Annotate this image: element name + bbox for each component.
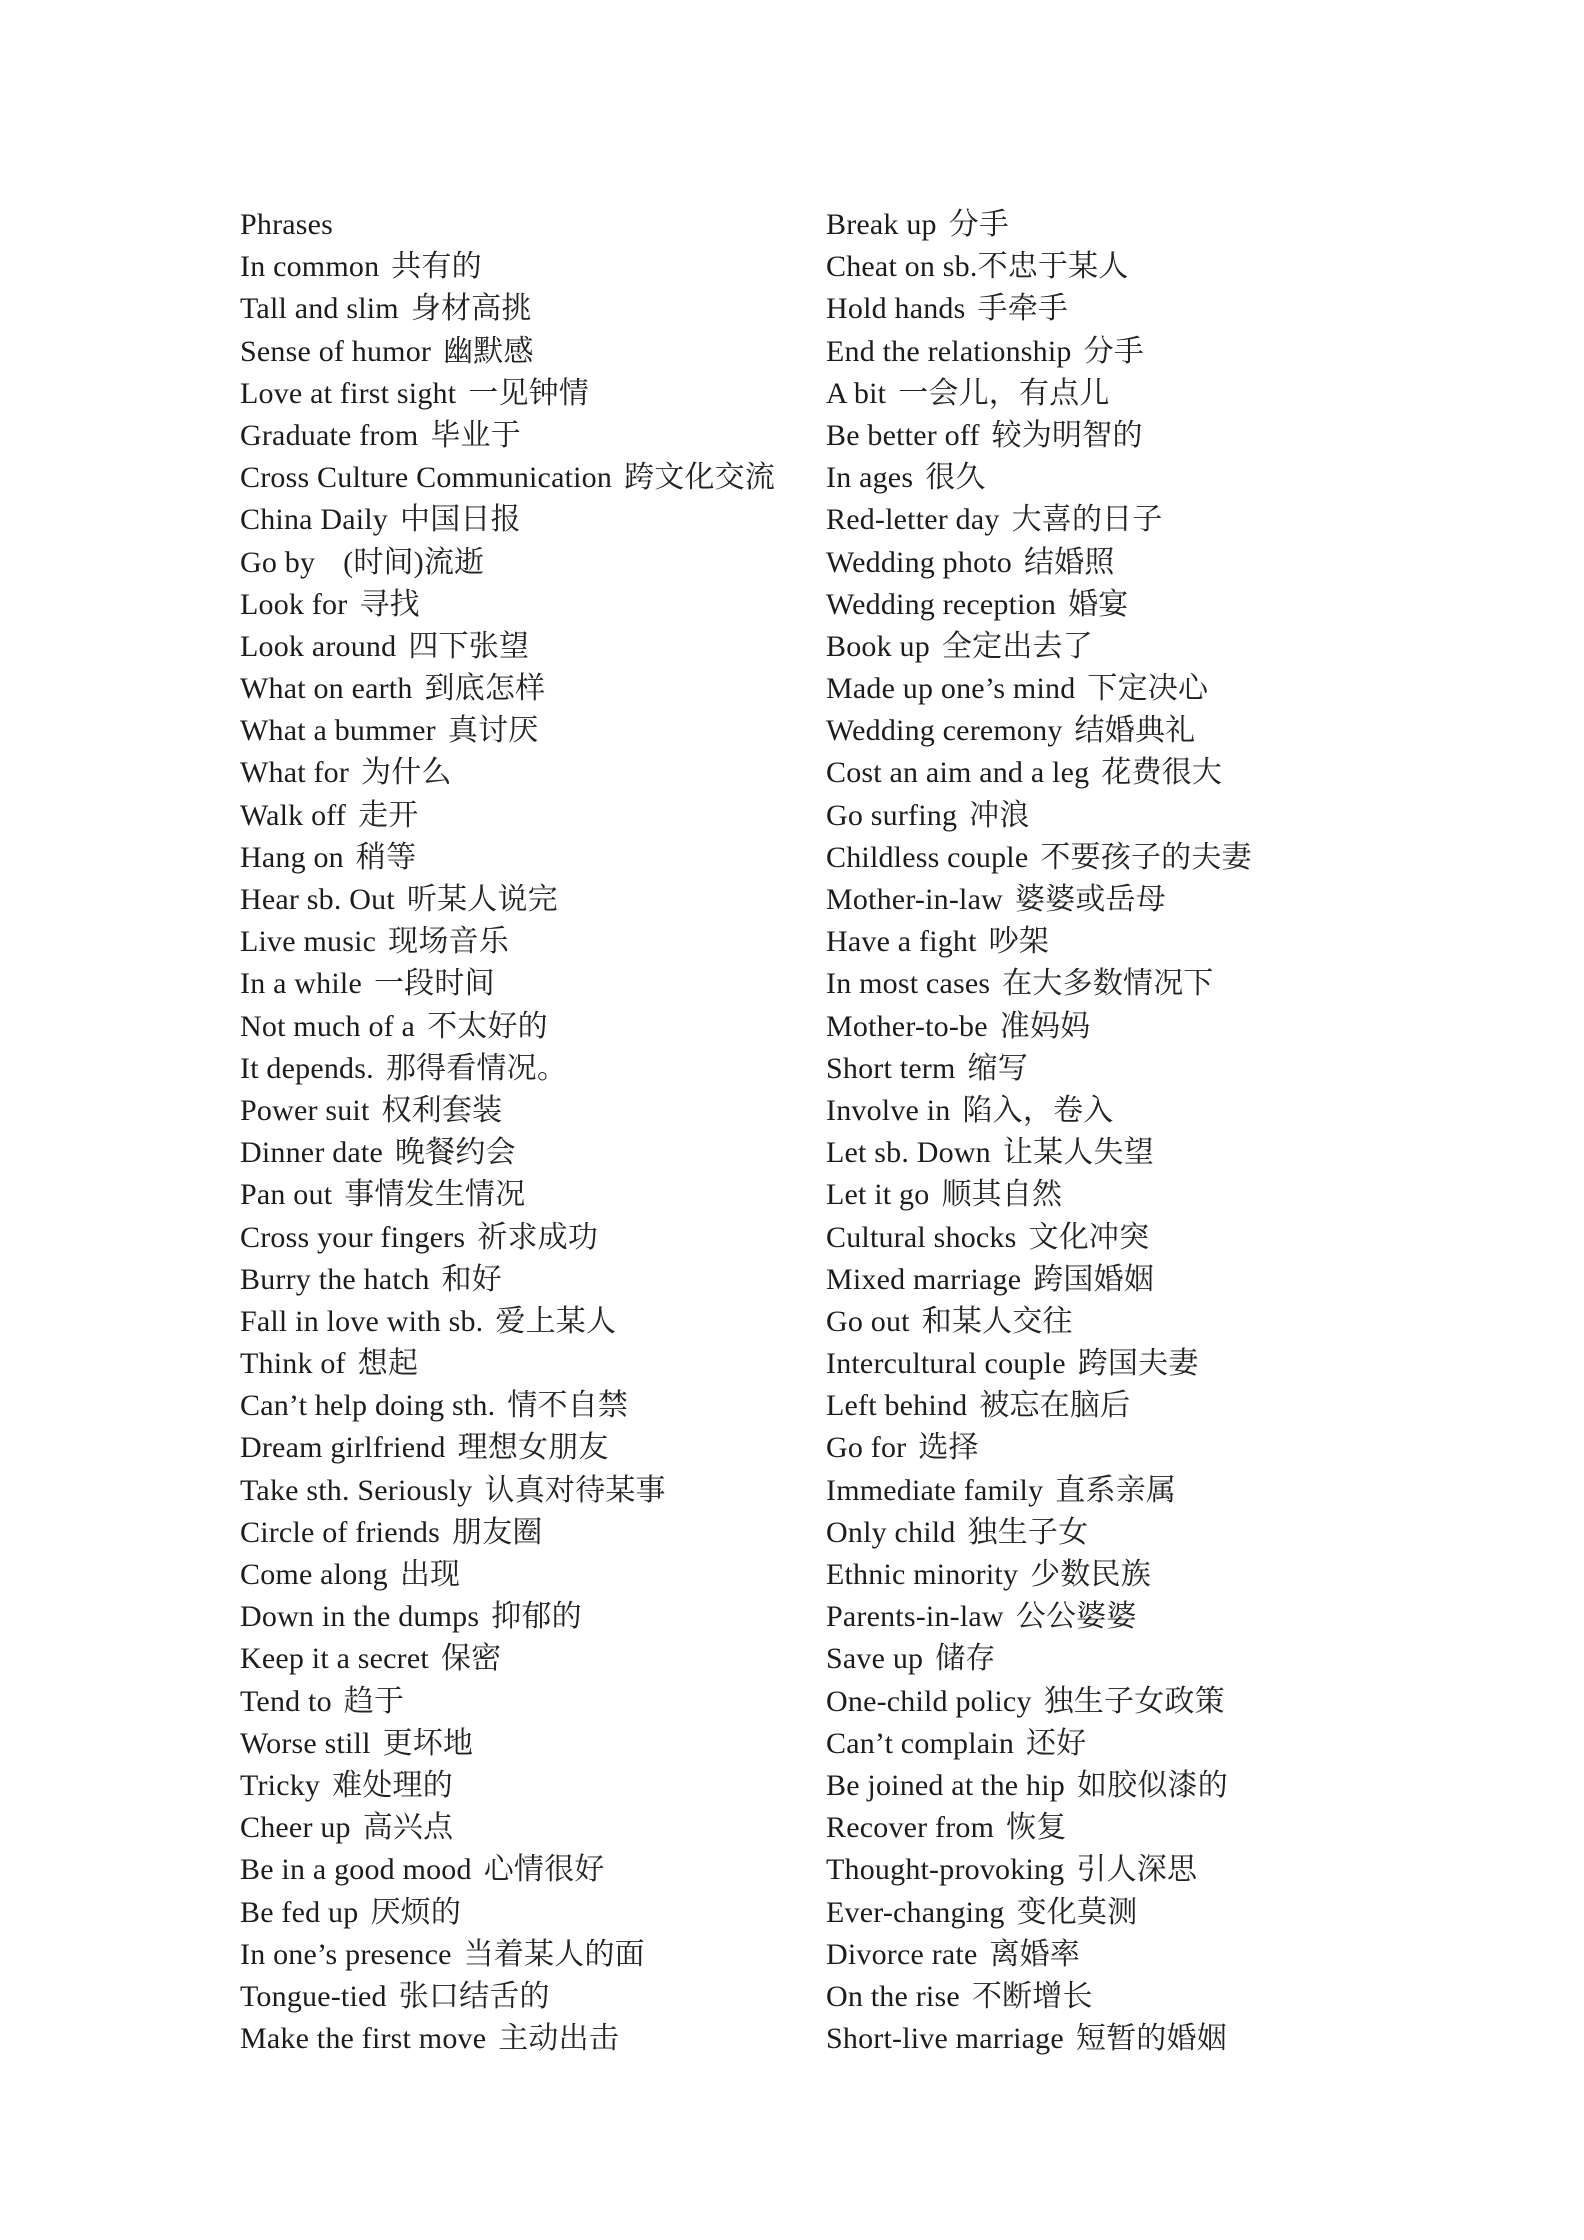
phrase-row bbox=[240, 331, 775, 373]
phrase-row bbox=[240, 795, 775, 837]
phrase-row bbox=[240, 921, 775, 963]
phrase-english: Be joined at the hip bbox=[826, 1768, 1065, 1802]
phrase-english: Hear sb. Out bbox=[240, 883, 395, 916]
phrase-english: Tall and slim bbox=[240, 292, 399, 326]
phrase-chinese: 不断增长 bbox=[971, 1979, 1093, 2013]
phrase-english: Mother-in-law bbox=[826, 883, 1003, 916]
phrase-row bbox=[240, 963, 775, 1005]
phrase-row bbox=[826, 1090, 1252, 1132]
phrase-english: Go surfing bbox=[826, 798, 958, 832]
phrase-row bbox=[240, 499, 775, 541]
phrase-chinese: 陷入，卷入 bbox=[962, 1093, 1114, 1127]
phrase-row bbox=[826, 1427, 1252, 1469]
phrase-english: Cheat on sb. bbox=[826, 250, 978, 284]
phrase-english: Keep it a secret bbox=[240, 1642, 429, 1676]
phrase-row bbox=[826, 1385, 1252, 1427]
phrase-chinese: 结婚照 bbox=[1024, 545, 1115, 579]
phrase-chinese: 全定出去了 bbox=[941, 629, 1093, 663]
phrase-chinese: 引人深思 bbox=[1076, 1853, 1198, 1887]
phrase-row bbox=[826, 1259, 1252, 1301]
phrase-row bbox=[826, 963, 1252, 1005]
phrase-row bbox=[240, 246, 775, 288]
phrase-row bbox=[826, 921, 1252, 963]
phrase-row bbox=[826, 1807, 1252, 1849]
phrase-chinese: 结婚典礼 bbox=[1074, 714, 1196, 748]
phrase-english: Ever-changing bbox=[826, 1895, 1005, 1929]
phrase-row bbox=[240, 373, 775, 415]
phrase-chinese: 直系亲属 bbox=[1055, 1473, 1177, 1507]
phrase-chinese: 花费很大 bbox=[1101, 756, 1223, 790]
phrase-english: Worse still bbox=[240, 1726, 371, 1760]
phrase-row bbox=[826, 1174, 1252, 1216]
phrase-row bbox=[826, 879, 1252, 921]
phrase-english: Go by bbox=[240, 545, 316, 579]
phrase-chinese: 分手 bbox=[948, 208, 1010, 241]
phrase-english: Intercultural couple bbox=[826, 1347, 1066, 1381]
phrase-row bbox=[826, 1006, 1252, 1048]
phrase-chinese: 心情很好 bbox=[483, 1853, 605, 1887]
phrase-english: One-child policy bbox=[826, 1684, 1032, 1718]
phrase-row bbox=[826, 626, 1252, 668]
phrase-chinese: 稍等 bbox=[355, 840, 417, 874]
phrase-chinese: 公公婆婆 bbox=[1015, 1600, 1137, 1634]
phrase-row bbox=[240, 668, 775, 710]
phrase-english: Recover from bbox=[826, 1811, 995, 1845]
phrase-chinese: 准妈妈 bbox=[999, 1009, 1091, 1043]
phrase-english: Mixed marriage bbox=[826, 1262, 1022, 1296]
phrase-chinese: 事情发生情况 bbox=[344, 1178, 526, 1212]
phrase-row bbox=[826, 1470, 1252, 1512]
phrase-row bbox=[240, 1132, 775, 1174]
phrase-chinese: 不太好的 bbox=[427, 1009, 548, 1043]
phrase-row bbox=[240, 1807, 775, 1849]
phrase-chinese: 晚餐约会 bbox=[394, 1136, 516, 1170]
phrase-english: Break up bbox=[826, 208, 937, 241]
phrase-row bbox=[826, 542, 1252, 584]
phrase-row bbox=[826, 1554, 1252, 1596]
phrase-row bbox=[826, 1765, 1252, 1807]
phrase-english: It depends. bbox=[240, 1051, 374, 1085]
phrase-row bbox=[826, 795, 1252, 837]
phrase-chinese: 少数民族 bbox=[1030, 1558, 1151, 1591]
phrase-chinese: 一段时间 bbox=[373, 967, 495, 1001]
phrase-chinese: 顺其自然 bbox=[941, 1178, 1063, 1212]
phrase-english: Be in a good mood bbox=[240, 1853, 472, 1887]
phrase-chinese: 当着某人的面 bbox=[463, 1937, 645, 1971]
phrase-row bbox=[826, 2018, 1252, 2060]
phrase-english: Cheer up bbox=[240, 1811, 351, 1845]
phrase-english: Dinner date bbox=[240, 1136, 383, 1170]
phrase-row bbox=[240, 626, 775, 668]
phrase-row bbox=[826, 1132, 1252, 1174]
phrase-chinese: 走开 bbox=[358, 798, 419, 832]
phrase-english: Wedding reception bbox=[826, 587, 1057, 621]
phrase-english: Can’t complain bbox=[826, 1726, 1015, 1760]
phrase-english: Think of bbox=[240, 1347, 346, 1381]
phrase-english: Made up one’s mind bbox=[826, 672, 1076, 706]
phrase-row bbox=[826, 204, 1252, 246]
phrase-row bbox=[240, 752, 775, 794]
phrase-row bbox=[240, 2018, 775, 2060]
phrase-chinese: 真讨厌 bbox=[447, 714, 539, 748]
phrase-chinese: 冲浪 bbox=[969, 798, 1030, 832]
phrase-chinese: 不要孩子的夫妻 bbox=[1040, 840, 1252, 874]
phrase-english: Tend to bbox=[240, 1684, 332, 1718]
phrase-english: In common bbox=[240, 250, 380, 284]
phrase-chinese: 身材高挑 bbox=[410, 292, 532, 326]
phrase-english: Immediate family bbox=[826, 1473, 1044, 1507]
phrase-row bbox=[826, 584, 1252, 626]
phrase-english: Dream girlfriend bbox=[240, 1431, 446, 1465]
phrase-row bbox=[826, 1301, 1252, 1343]
phrase-chinese: 在大多数情况下 bbox=[1002, 967, 1214, 1001]
phrase-row bbox=[240, 1596, 775, 1638]
phrase-english: Involve in bbox=[826, 1093, 951, 1127]
phrase-row bbox=[826, 752, 1252, 794]
phrase-english: Pan out bbox=[240, 1178, 333, 1212]
phrase-chinese: 大喜的日子 bbox=[1011, 503, 1163, 537]
phrase-english: Look around bbox=[240, 629, 397, 663]
phrase-row bbox=[826, 1934, 1252, 1976]
phrase-row bbox=[826, 1976, 1252, 2018]
phrase-chinese: 理想女朋友 bbox=[457, 1431, 609, 1465]
phrase-chinese: 共有的 bbox=[391, 250, 482, 284]
phrase-column-left bbox=[240, 204, 775, 2060]
phrase-chinese: 短暂的婚姻 bbox=[1075, 2022, 1227, 2056]
phrase-chinese: 寻找 bbox=[359, 587, 420, 621]
phrase-english: Take sth. Seriously bbox=[240, 1473, 473, 1507]
phrase-row bbox=[240, 415, 775, 457]
phrase-row bbox=[826, 415, 1252, 457]
phrase-chinese: 想起 bbox=[357, 1347, 419, 1381]
phrase-english: Cost an aim and a leg bbox=[826, 756, 1090, 790]
phrase-chinese: 高兴点 bbox=[362, 1811, 454, 1845]
phrase-english: Childless couple bbox=[826, 840, 1029, 874]
phrase-chinese: 独生子女 bbox=[967, 1515, 1089, 1549]
phrase-row bbox=[240, 837, 775, 879]
phrase-row bbox=[826, 331, 1252, 373]
phrase-row bbox=[826, 373, 1252, 415]
phrase-chinese: 那得看情况。 bbox=[385, 1051, 568, 1085]
phrase-chinese: 变化莫测 bbox=[1016, 1895, 1138, 1929]
phrase-english: Have a fight bbox=[826, 925, 977, 959]
phrase-chinese: 四下张望 bbox=[408, 629, 530, 663]
phrase-english: Be better off bbox=[826, 418, 980, 452]
phrase-english: Hold hands bbox=[826, 292, 966, 326]
phrase-english: Cultural shocks bbox=[826, 1220, 1017, 1254]
phrase-chinese: 难处理的 bbox=[332, 1768, 453, 1802]
phrase-row bbox=[240, 1849, 775, 1891]
phrase-row bbox=[240, 1765, 775, 1807]
phrase-row bbox=[826, 288, 1252, 330]
phrase-chinese: 很久 bbox=[925, 461, 986, 495]
phrase-row bbox=[240, 1427, 775, 1469]
phrase-english: Be fed up bbox=[240, 1895, 359, 1929]
phrase-english: Not much of a bbox=[240, 1009, 416, 1043]
phrase-english: Down in the dumps bbox=[240, 1600, 480, 1634]
phrase-chinese: 和某人交往 bbox=[921, 1304, 1073, 1338]
phrase-english: Divorce rate bbox=[826, 1937, 978, 1971]
phrase-english: A bit bbox=[826, 376, 887, 410]
phrase-english: Live music bbox=[240, 925, 377, 959]
phrase-chinese: 较为明智的 bbox=[991, 418, 1143, 452]
phrase-row bbox=[826, 246, 1252, 288]
phrase-chinese: 离婚率 bbox=[989, 1937, 1081, 1971]
phrase-row bbox=[240, 542, 775, 584]
phrase-row bbox=[826, 457, 1252, 499]
phrase-chinese: 缩写 bbox=[967, 1051, 1028, 1085]
phrase-english: Make the first move bbox=[240, 2022, 487, 2056]
phrase-chinese: 毕业于 bbox=[430, 418, 521, 452]
phrase-english: Short term bbox=[826, 1051, 956, 1085]
phrase-chinese: 一见钟情 bbox=[468, 376, 590, 410]
phrase-english: Burry the hatch bbox=[240, 1262, 430, 1296]
phrase-chinese: 文化冲突 bbox=[1028, 1220, 1150, 1254]
phrase-english: Wedding photo bbox=[826, 545, 1012, 579]
phrase-chinese: 恢复 bbox=[1006, 1811, 1067, 1845]
phrase-english: Walk off bbox=[240, 798, 347, 832]
phrase-english: Let sb. Down bbox=[826, 1136, 991, 1170]
phrase-row bbox=[240, 1048, 775, 1090]
phrase-row bbox=[240, 1343, 775, 1385]
phrase-english: Tricky bbox=[240, 1768, 321, 1802]
phrase-chinese: 听某人说完 bbox=[406, 883, 558, 916]
phrase-english: Cross your fingers bbox=[240, 1220, 466, 1254]
phrase-chinese: 婆婆或岳母 bbox=[1014, 883, 1166, 916]
phrase-chinese: 抑郁的 bbox=[491, 1600, 582, 1634]
phrase-english: In ages bbox=[826, 461, 914, 495]
phrase-chinese: 厌烦的 bbox=[370, 1895, 462, 1929]
phrase-english: Save up bbox=[826, 1642, 924, 1676]
phrase-english: Mother-to-be bbox=[826, 1009, 988, 1043]
phrase-row bbox=[826, 1217, 1252, 1259]
phrase-chinese: 被忘在脑后 bbox=[979, 1389, 1131, 1423]
phrase-row bbox=[826, 1681, 1252, 1723]
phrase-chinese: 跨国夫妻 bbox=[1077, 1347, 1199, 1381]
phrase-row bbox=[240, 1892, 775, 1934]
phrase-row bbox=[240, 1723, 775, 1765]
phrase-row bbox=[240, 457, 775, 499]
phrase-row bbox=[240, 1470, 775, 1512]
phrase-row bbox=[826, 1048, 1252, 1090]
phrase-row bbox=[240, 1301, 775, 1343]
phrase-row bbox=[240, 710, 775, 752]
phrase-chinese: 爱上某人 bbox=[495, 1304, 617, 1338]
phrase-english: What on earth bbox=[240, 672, 413, 706]
phrase-chinese: 权利套装 bbox=[381, 1093, 503, 1127]
phrase-row bbox=[826, 1638, 1252, 1680]
phrase-english: Book up bbox=[826, 629, 930, 663]
phrase-row bbox=[826, 1849, 1252, 1891]
phrase-chinese: 到底怎样 bbox=[424, 672, 546, 706]
phrase-english: Tongue-tied bbox=[240, 1979, 387, 2013]
phrase-chinese: 认真对待某事 bbox=[484, 1473, 666, 1507]
phrase-english: Red-letter day bbox=[826, 503, 1000, 537]
phrase-chinese: 朋友圈 bbox=[452, 1515, 543, 1549]
phrase-row bbox=[240, 1638, 775, 1680]
phrase-english: Look for bbox=[240, 587, 348, 621]
phrase-chinese: 跨国婚姻 bbox=[1033, 1262, 1155, 1296]
phrase-english: What for bbox=[240, 756, 350, 790]
phrase-english: Cross Culture Communication bbox=[240, 461, 613, 495]
phrase-column-right bbox=[826, 204, 1252, 2060]
phrase-chinese: 还好 bbox=[1026, 1726, 1087, 1760]
phrase-chinese: (时间)流逝 bbox=[343, 545, 485, 579]
phrase-english: Parents-in-law bbox=[826, 1600, 1004, 1634]
phrase-english: What a bummer bbox=[240, 714, 436, 748]
phrase-row bbox=[240, 1259, 775, 1301]
phrase-english: Graduate from bbox=[240, 418, 419, 452]
phrase-chinese: 分手 bbox=[1083, 334, 1145, 368]
phrase-chinese: 吵架 bbox=[988, 925, 1050, 959]
phrase-english: Wedding ceremony bbox=[826, 714, 1063, 748]
phrase-row bbox=[240, 879, 775, 921]
phrase-english: Thought-provoking bbox=[826, 1853, 1065, 1887]
phrase-english: Let it go bbox=[826, 1178, 930, 1212]
phrase-english: Left behind bbox=[826, 1389, 968, 1423]
phrase-english: Sense of humor bbox=[240, 334, 432, 368]
phrase-row bbox=[826, 1723, 1252, 1765]
phrase-row bbox=[240, 1554, 775, 1596]
phrase-row bbox=[240, 1512, 775, 1554]
phrase-row bbox=[240, 584, 775, 626]
phrase-row bbox=[826, 710, 1252, 752]
phrase-chinese: 和好 bbox=[441, 1262, 503, 1296]
phrase-english: In a while bbox=[240, 967, 362, 1001]
phrase-row bbox=[826, 1892, 1252, 1934]
phrase-english: On the rise bbox=[826, 1979, 960, 2013]
phrase-chinese: 一会儿，有点儿 bbox=[898, 376, 1110, 410]
phrase-english: Circle of friends bbox=[240, 1515, 440, 1549]
phrase-english: Go for bbox=[826, 1431, 907, 1465]
phrase-english: Fall in love with sb. bbox=[240, 1304, 484, 1338]
phrase-chinese: 让某人失望 bbox=[1002, 1136, 1154, 1170]
phrase-chinese: 婚宴 bbox=[1068, 587, 1129, 621]
phrase-chinese: 中国日报 bbox=[400, 503, 521, 537]
phrase-row bbox=[826, 1512, 1252, 1554]
phrase-chinese: 独生子女政策 bbox=[1043, 1684, 1225, 1718]
phrase-chinese: 保密 bbox=[440, 1642, 502, 1676]
phrase-english: Ethnic minority bbox=[826, 1558, 1019, 1591]
phrase-chinese: 主动出击 bbox=[498, 2022, 620, 2056]
phrase-chinese: 储存 bbox=[935, 1642, 996, 1676]
phrase-english: In one’s presence bbox=[240, 1937, 452, 1971]
phrase-english: Only child bbox=[826, 1515, 956, 1549]
phrase-english: In most cases bbox=[826, 967, 991, 1001]
phrase-chinese: 情不自禁 bbox=[507, 1389, 629, 1423]
phrase-chinese: 手牵手 bbox=[977, 292, 1069, 326]
phrase-row bbox=[240, 288, 775, 330]
phrase-english: Go out bbox=[826, 1304, 910, 1338]
phrase-chinese: 不忠于某人 bbox=[977, 250, 1129, 284]
phrase-row bbox=[240, 1385, 775, 1427]
list-heading bbox=[240, 204, 775, 246]
phrase-row bbox=[240, 1174, 775, 1216]
phrase-chinese: 为什么 bbox=[361, 756, 452, 790]
phrase-english: Can’t help doing sth. bbox=[240, 1389, 496, 1423]
phrase-chinese: 现场音乐 bbox=[388, 925, 509, 959]
phrase-chinese: 跨文化交流 bbox=[624, 461, 776, 495]
phrase-english: Hang on bbox=[240, 840, 344, 874]
phrase-row bbox=[240, 1681, 775, 1723]
phrase-chinese: 祈求成功 bbox=[477, 1220, 599, 1254]
heading-text: Phrases bbox=[240, 208, 334, 241]
phrase-row bbox=[240, 1006, 775, 1048]
phrase-row bbox=[240, 1090, 775, 1132]
phrase-row bbox=[826, 499, 1252, 541]
phrase-row bbox=[826, 1596, 1252, 1638]
phrase-english: Love at first sight bbox=[240, 376, 457, 410]
phrase-english: End the relationship bbox=[826, 334, 1072, 368]
phrase-row bbox=[826, 668, 1252, 710]
phrase-chinese: 张口结舌的 bbox=[398, 1979, 550, 2013]
phrase-chinese: 选择 bbox=[918, 1431, 979, 1465]
phrase-english: China Daily bbox=[240, 503, 389, 537]
phrase-chinese: 幽默感 bbox=[443, 334, 534, 368]
phrase-chinese: 下定决心 bbox=[1087, 672, 1209, 706]
phrase-english: Power suit bbox=[240, 1093, 370, 1127]
phrase-row bbox=[240, 1934, 775, 1976]
phrase-row bbox=[826, 837, 1252, 879]
phrase-english: Short-live marriage bbox=[826, 2022, 1064, 2056]
phrase-row bbox=[240, 1976, 775, 2018]
phrase-row bbox=[240, 1217, 775, 1259]
phrase-chinese: 趋于 bbox=[343, 1684, 405, 1718]
phrase-chinese: 更坏地 bbox=[382, 1726, 474, 1760]
phrase-chinese: 如胶似漆的 bbox=[1076, 1768, 1228, 1802]
phrase-english: Come along bbox=[240, 1558, 388, 1591]
phrase-chinese: 出现 bbox=[399, 1558, 461, 1591]
phrase-row bbox=[826, 1343, 1252, 1385]
